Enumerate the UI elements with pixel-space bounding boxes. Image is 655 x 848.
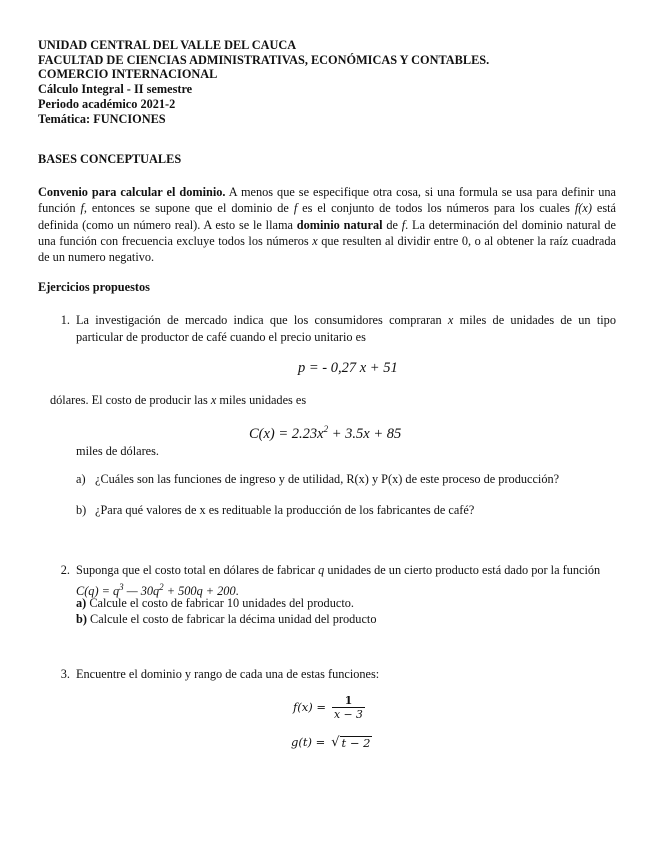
program-name: COMERCIO INTERNACIONAL bbox=[38, 67, 218, 82]
exercise-3-statement: Encuentre el dominio y rango de cada una de estas funciones: bbox=[76, 667, 380, 681]
equation-part: — 30q bbox=[123, 583, 160, 598]
function-g bbox=[291, 735, 372, 750]
term-dominio-natural: dominio natural bbox=[296, 217, 383, 232]
exercise-1-number: 1. bbox=[60, 313, 70, 327]
item-label: a) bbox=[76, 472, 86, 486]
convenio-text: está definida (como un número real). A esto se le llama bbox=[38, 201, 616, 232]
equation-exponent: 2 bbox=[159, 581, 164, 592]
academic-period: Periodo académico 2021-2 bbox=[38, 96, 176, 111]
convenio-text: , entonces se supone que el dominio de bbox=[83, 201, 294, 216]
exercise-text: miles unidades es bbox=[216, 393, 307, 407]
symbol-x: x bbox=[210, 393, 217, 407]
convenio-text: que resulten al dividir entre 0, o al obtener la raíz cuadrada de un numero negativo. bbox=[38, 233, 616, 265]
topic: Temática: FUNCIONES bbox=[38, 111, 166, 126]
convenio-paragraph bbox=[38, 184, 616, 265]
section-title-bases: BASES CONCEPTUALES bbox=[38, 152, 182, 166]
cost-intro-text bbox=[50, 392, 306, 408]
equation-part: + 3.5x + 85 bbox=[328, 425, 402, 442]
symbol-fx: f(x) bbox=[574, 201, 592, 216]
fraction-numerator: 1 bbox=[344, 694, 353, 707]
convenio-title: Convenio para calcular el dominio. bbox=[38, 185, 226, 199]
exercise-2-item-b bbox=[76, 611, 376, 627]
cost-equation bbox=[249, 424, 401, 444]
exercise-2-number: 2. bbox=[60, 563, 70, 577]
item-label: a) bbox=[76, 596, 87, 610]
radicand: t − 2 bbox=[341, 735, 371, 750]
exercise-text: miles de unidades de un tipo particular de productor de café cuando el precio unitario es bbox=[76, 313, 616, 344]
convenio-text: de bbox=[382, 217, 402, 232]
item-text: Calcule el costo de fabricar la décima unidad del producto bbox=[86, 612, 377, 626]
symbol-f: f bbox=[401, 217, 406, 232]
convenio-text: . La determinación del dominio natural de una función con frecuencia excluye todos los números bbox=[38, 217, 616, 248]
cost-units-text: miles de dólares. bbox=[76, 444, 159, 458]
university-name: UNIDAD CENTRAL DEL VALLE DEL CAUCA bbox=[38, 38, 297, 52]
fraction bbox=[332, 694, 365, 721]
function-lhs: f(x) = bbox=[293, 699, 327, 714]
equation-exponent: 2 bbox=[323, 424, 329, 434]
exercise-3-number: 3. bbox=[60, 667, 70, 681]
exercise-text: La investigación de mercado indica que los consumidores compraran bbox=[76, 313, 448, 327]
item-label: b) bbox=[76, 503, 87, 517]
item-text: ¿Para qué valores de x es redituable la producción de los fabricantes de café? bbox=[95, 503, 475, 517]
exercise-2-item-a bbox=[76, 595, 354, 611]
exercise-1-item-a bbox=[76, 471, 616, 487]
equation-part: C(x) = 2.23x bbox=[249, 425, 324, 442]
exercise-2-statement bbox=[76, 562, 616, 599]
equation-part: C(q) = q bbox=[76, 583, 120, 598]
item-text: ¿Cuáles son las funciones de ingreso y de utilidad, R(x) y P(x) de este proceso de producción? bbox=[95, 472, 560, 486]
convenio-text: es el conjunto de todos los números para los cuales bbox=[297, 201, 575, 216]
function-lhs: g(t) = bbox=[291, 735, 326, 749]
symbol-f: f bbox=[293, 201, 298, 216]
item-text: Calcule el costo de fabricar 10 unidades del producto. bbox=[86, 596, 354, 610]
exercise-1-item-b bbox=[76, 502, 616, 518]
price-equation: p = - 0,27 x + 51 bbox=[298, 360, 398, 376]
exercise-text: . bbox=[235, 583, 239, 598]
document-header bbox=[38, 38, 628, 126]
exercise-text: unidades de un cierto producto está dado por la función bbox=[324, 563, 601, 577]
equation-part: + 500q + 200 bbox=[163, 583, 236, 598]
course-name: Cálculo Integral - II semestre bbox=[38, 82, 193, 97]
exercise-1-statement bbox=[76, 312, 616, 346]
symbol-x: x bbox=[447, 313, 454, 327]
symbol-f: f bbox=[80, 201, 84, 216]
symbol-q: q bbox=[318, 563, 325, 577]
equation-exponent: 3 bbox=[119, 581, 124, 592]
exercise-text: dólares. El costo de producir las bbox=[50, 393, 211, 407]
section-title-ejercicios: Ejercicios propuestos bbox=[38, 280, 150, 294]
fraction-denominator: x − 3 bbox=[334, 708, 363, 721]
function-f bbox=[293, 694, 365, 721]
radical-sign: √ bbox=[331, 734, 340, 750]
symbol-x: x bbox=[312, 233, 318, 248]
exercise-text: Suponga que el costo total en dólares de fabricar bbox=[76, 563, 319, 577]
square-root bbox=[331, 736, 372, 750]
faculty-name: FACULTAD DE CIENCIAS ADMINISTRATIVAS, ECONÓMICAS Y CONTABLES. bbox=[38, 52, 490, 67]
item-label: b) bbox=[76, 612, 87, 626]
convenio-text: A menos que se especifique otra cosa, si una formula se usa para definir una función bbox=[38, 185, 617, 216]
